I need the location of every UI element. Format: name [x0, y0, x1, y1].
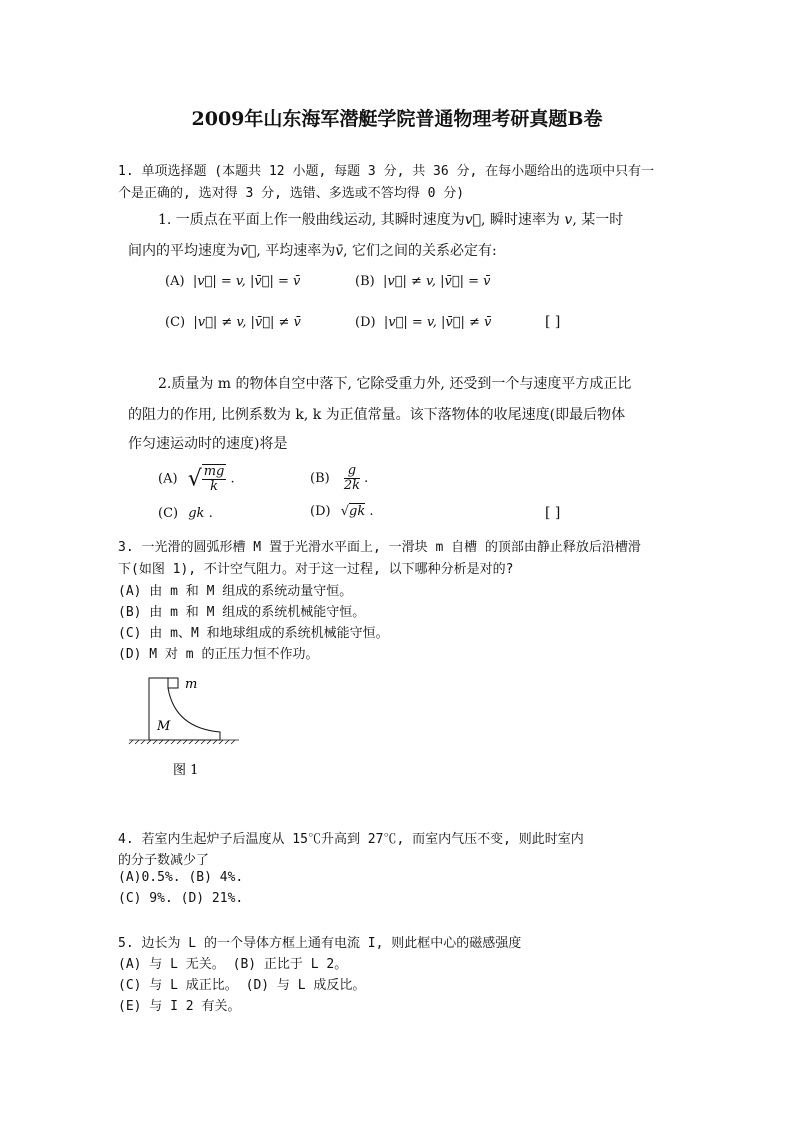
q2-line1: 2.质量为 m 的物体自空中落下, 它除受重力外, 还受到一个与速度平方成正比 — [158, 376, 632, 392]
q1-line2b-text: , 平均速率为 — [256, 243, 336, 259]
q4-line1: 4. 若室内生起炉子后温度从 15℃升高到 27℃, 而室内气压不变, 则此时室内 — [118, 832, 584, 847]
q1-option-c-label: (C) — [165, 315, 186, 330]
q2-option-a — [158, 464, 235, 500]
page-title: 2009年山东海军潜艇学院普通物理考研真题B卷 — [191, 108, 603, 130]
ground-hatch — [129, 740, 239, 744]
q2-option-a-label: (A) — [158, 471, 178, 487]
q1-option-d — [355, 315, 491, 330]
q5-option-e: (E) 与 I 2 有关。 — [118, 999, 241, 1014]
speed-symbol: v — [564, 212, 573, 228]
q1-line2c-text: , 它们之间的关系必定有: — [343, 243, 497, 259]
q5-options-ab: (A) 与 L 无关。 (B) 正比于 L 2。 — [118, 957, 348, 972]
q1-answer-bracket: [ ] — [545, 314, 561, 330]
q1-option-d-expr: |v⃗| = v, |v̄⃗| ≠ v̄ — [379, 315, 492, 330]
q3-option-a: (A) 由 m 和 M 组成的系统动量守恒。 — [118, 584, 353, 599]
fig-label-m: m — [185, 677, 198, 692]
q5-options-cd: (C) 与 L 成正比。 (D) 与 L 成反比。 — [118, 978, 366, 993]
q2-option-d-label: (D) — [310, 504, 331, 519]
q1-option-b-expr: |v⃗| ≠ v, |v̄⃗| = v̄ — [378, 274, 491, 289]
fig-label-M: M — [157, 719, 171, 734]
q2-option-a-expr: √ $\frac{mg}{k}$ . — [187, 464, 235, 494]
avg-speed-symbol: v̄ — [335, 243, 344, 259]
q2-line2: 的阻力的作用, 比例系数为 k, k 为正值常量。该下落物体的收尾速度(即最后物体 — [128, 407, 626, 423]
velocity-vector-symbol: v⃗ — [464, 212, 482, 228]
q1-option-c — [165, 315, 301, 330]
section-instructions-line1: 1. 单项选择题 (本题共 12 小题, 每题 3 分, 共 36 分, 在每小题给出的选项中只有一 — [118, 164, 655, 179]
q1-line1c-text: , 某一时 — [572, 212, 624, 228]
figure-1 — [125, 670, 245, 780]
q1-option-b-label: (B) — [355, 274, 375, 289]
q2-option-d: (D) √gk . — [310, 504, 374, 519]
q3-option-d: (D) M 对 m 的正压力恒不作功。 — [118, 647, 319, 662]
q4-options-cd: (C) 9%. (D) 21%. — [118, 891, 244, 906]
q1-option-c-expr: |v⃗| ≠ v, |v̄⃗| ≠ v̄ — [189, 315, 301, 330]
q1-option-a — [165, 274, 300, 289]
q3-option-c: (C) 由 m、M 和地球组成的系统机械能守恒。 — [118, 626, 389, 641]
q2-option-c-expr: gk — [188, 506, 205, 521]
q2-option-d-expr: √gk — [340, 504, 366, 519]
avg-velocity-symbol: v̄⃗ — [240, 243, 257, 259]
q2-line3: 作匀速运动时的速度)将是 — [128, 436, 288, 452]
q3-line2: 下(如图 1), 不计空气阻力。对于这一过程, 以下哪种分析是对的? — [118, 562, 514, 577]
q1-option-b — [355, 274, 491, 289]
q2-option-b — [310, 464, 368, 500]
q4-options-ab: (A)0.5%. (B) 4%. — [118, 870, 244, 885]
q1-line2a-text: 间内的平均速度为 — [128, 243, 240, 259]
q1-line1-text: 1. 一质点在平面上作一般曲线运动, 其瞬时速度为 — [158, 212, 465, 228]
q5-line1: 5. 边长为 L 的一个导体方框上通有电流 I, 则此框中心的磁感强度 — [118, 936, 522, 951]
q1-line1b-text: , 瞬时速率为 — [481, 212, 560, 228]
q2-option-b-label: (B) — [310, 471, 330, 486]
q3-line1: 3. 一光滑的圆弧形槽 M 置于光滑水平面上, 一滑块 m 自槽 的顶部由静止释放后沿槽滑 — [118, 540, 641, 555]
q2-option-b-expr: $\frac{g}{2k}$ . — [343, 463, 369, 493]
q1-option-a-expr: |v⃗| = v, |v̄⃗| = v̄ — [188, 274, 301, 289]
q1-option-a-label: (A) — [165, 274, 185, 289]
q1-option-d-label: (D) — [355, 315, 376, 330]
q3-option-b: (B) 由 m 和 M 组成的系统机械能守恒。 — [118, 605, 366, 620]
q1-line2 — [128, 240, 497, 260]
q2-option-c: (C) gk . — [158, 506, 213, 521]
section-instructions-line2: 个是正确的, 选对得 3 分, 选错、多选或不答均得 0 分) — [118, 186, 465, 201]
slider-block — [168, 678, 178, 688]
q1-line1 — [158, 209, 623, 229]
q2-answer-bracket: [ ] — [545, 505, 561, 521]
fig-caption: 图 1 — [173, 763, 199, 778]
q4-line2: 的分子数减少了 — [118, 853, 210, 868]
q2-option-c-label: (C) — [158, 506, 179, 521]
